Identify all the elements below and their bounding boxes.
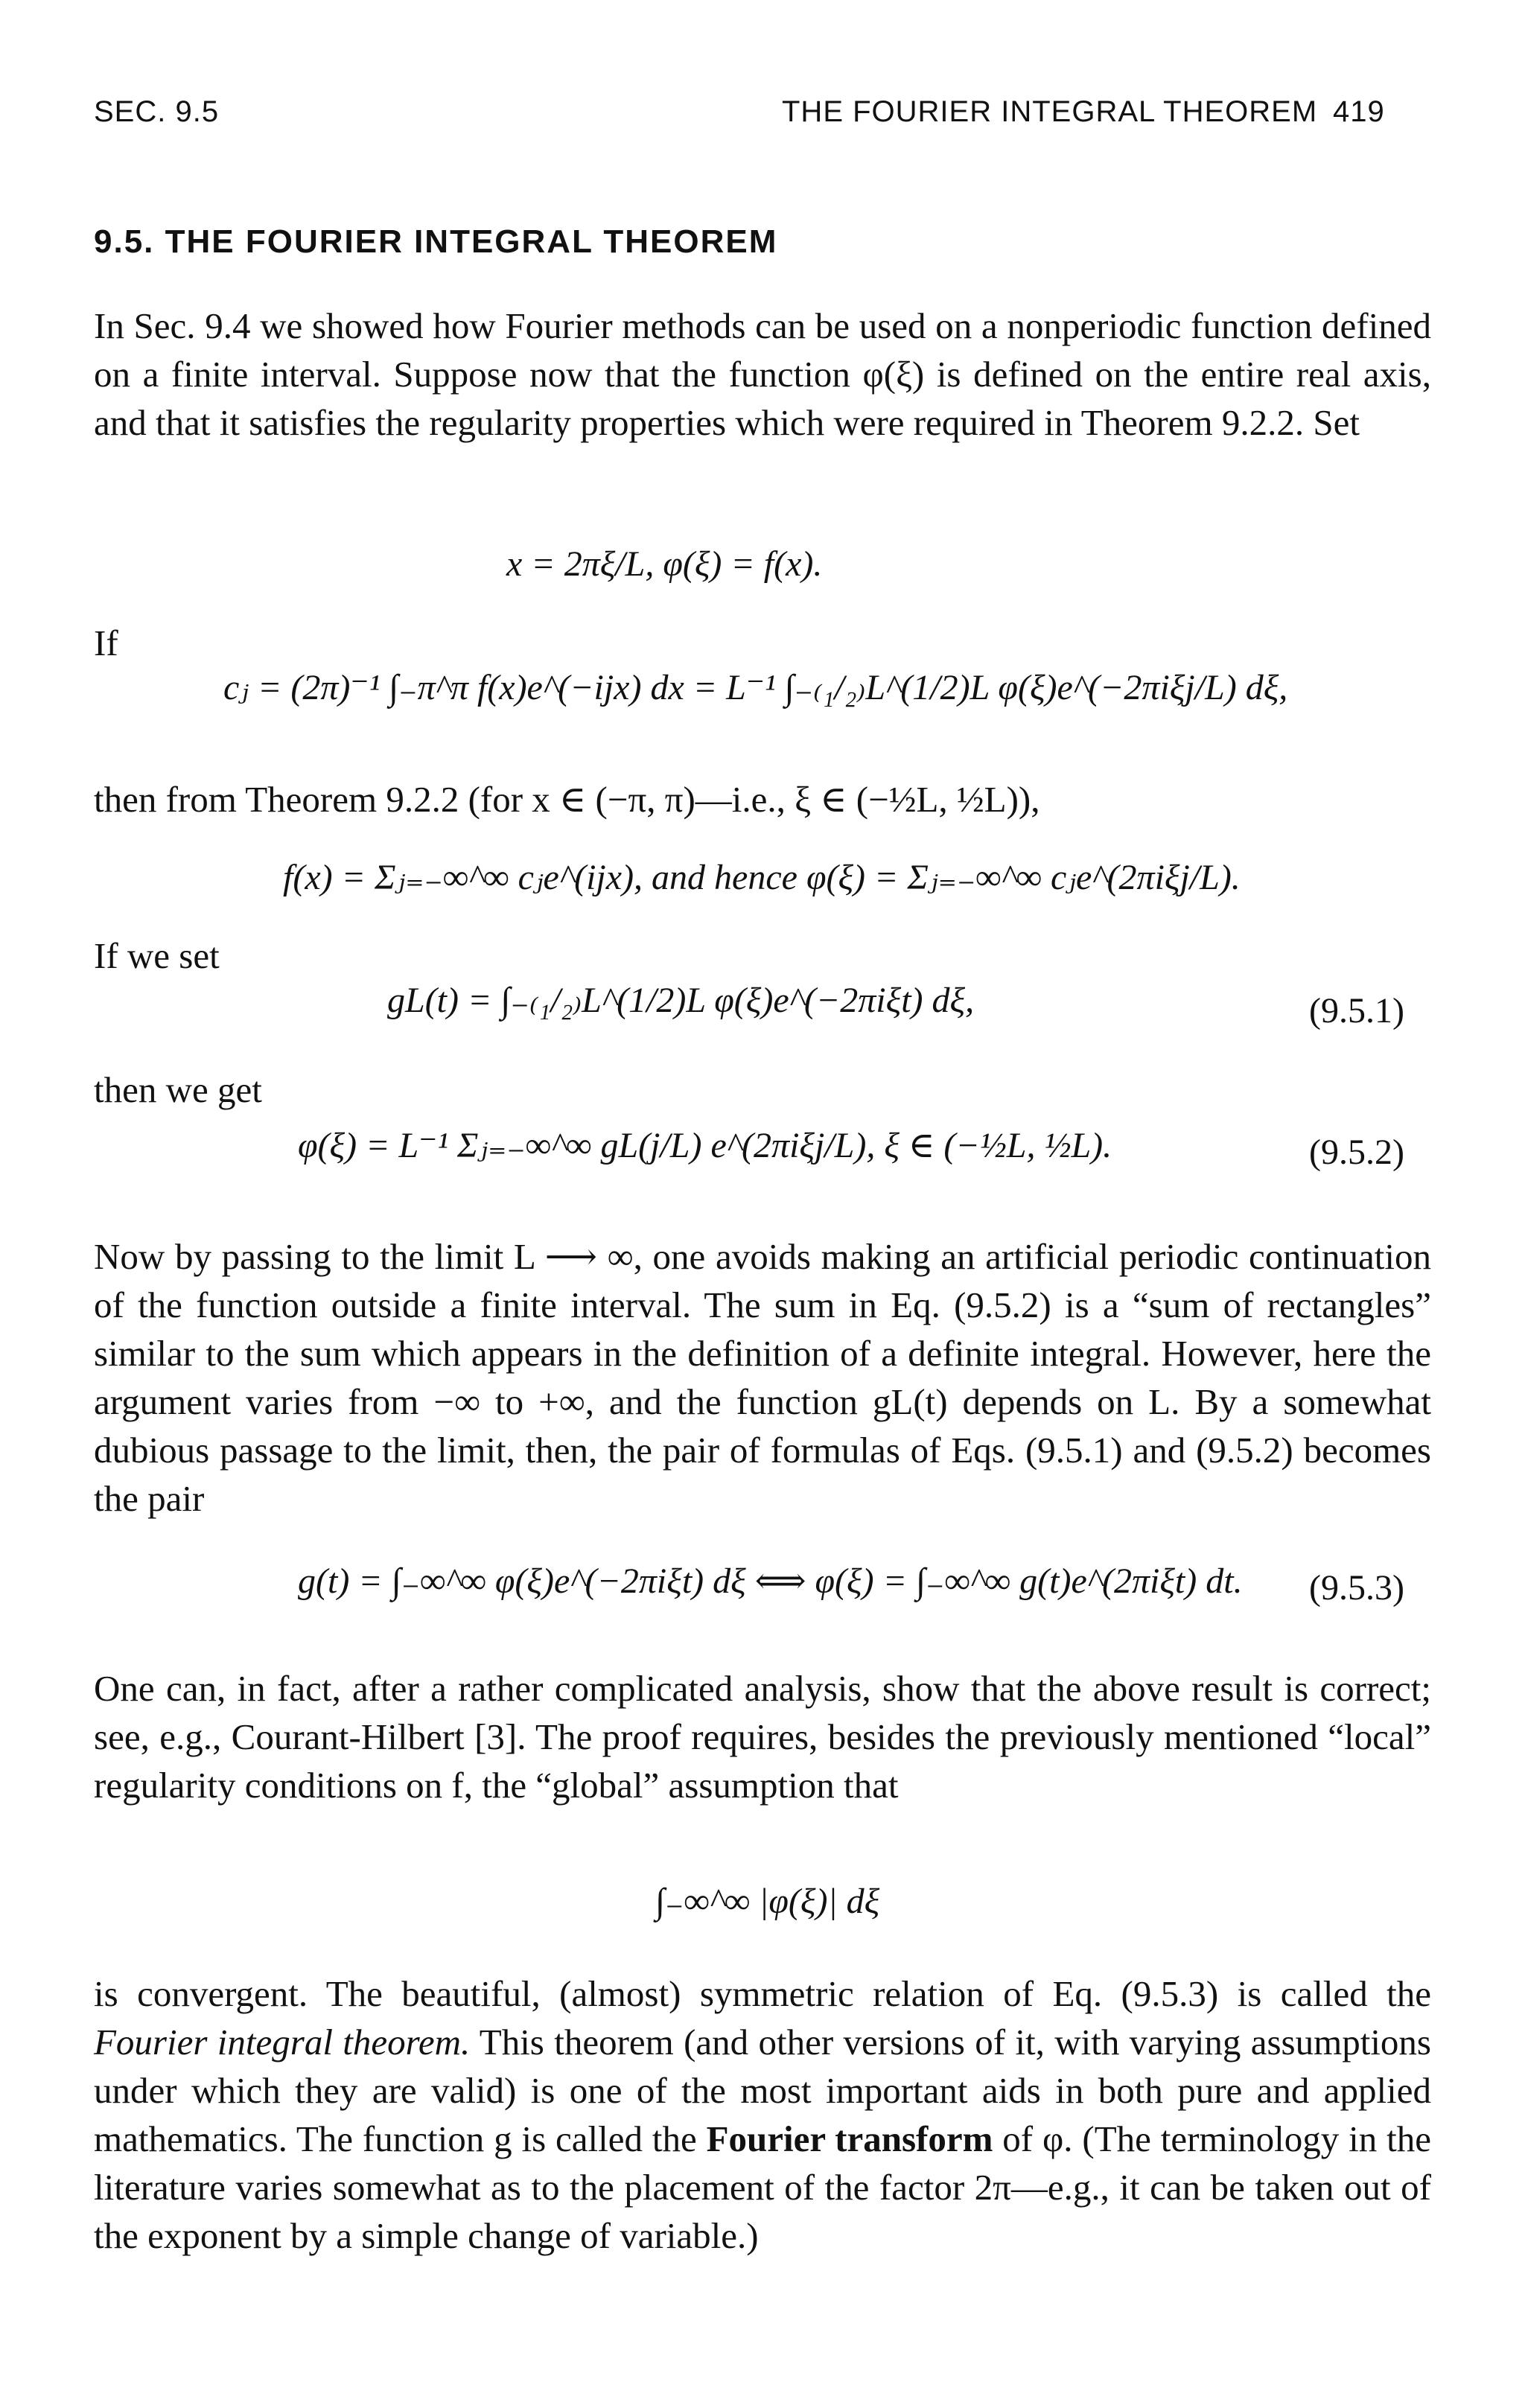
intro-paragraph: In Sec. 9.4 we showed how Fourier methods can be used on a nonperiodic function defined on a finite interval. Suppose now that the function φ(ξ) is defined on the entire real axis, and that it satisfies the regularity properties which were required in Theorem 9.2.2. Set bbox=[94, 305, 1431, 443]
page-number: 419 bbox=[1333, 95, 1385, 128]
fourier-transform-term: Fourier transform bbox=[706, 2118, 993, 2159]
running-head-title: THE FOURIER INTEGRAL THEOREM bbox=[782, 95, 1318, 128]
equation-substitution: x = 2πξ/L, φ(ξ) = f(x). bbox=[506, 544, 823, 584]
equation-fourier-coefficient: cⱼ = (2π)⁻¹ ∫₋π^π f(x)e^(−ijx) dx = L⁻¹ ∫₋₍₁/₂₎L^(1/2)L φ(ξ)e^(−2πiξj/L) dξ, bbox=[223, 668, 1288, 707]
conclusion-text-a: is convergent. The beautiful, (almost) symmetric relation of Eq. (9.5.3) is called the bbox=[94, 1973, 1431, 2014]
running-head-section: SEC. 9.5 bbox=[94, 95, 220, 128]
equation-gl-definition: gL(t) = ∫₋₍₁/₂₎L^(1/2)L φ(ξ)e^(−2πiξt) dξ, bbox=[387, 981, 975, 1020]
equation-number-9-5-3: (9.5.3) bbox=[1309, 1568, 1404, 1608]
equation-phi-sum: φ(ξ) = L⁻¹ Σⱼ₌₋∞^∞ gL(j/L) e^(2πiξj/L), ξ ∈ (−½L, ½L). bbox=[298, 1126, 1112, 1165]
equation-absolute-integral: ∫₋∞^∞ |φ(ξ)| dξ bbox=[655, 1882, 880, 1921]
then-statement: then from Theorem 9.2.2 (for x ∈ (−π, π)—i.e., ξ ∈ (−½L, ½L)), bbox=[94, 779, 1040, 820]
equation-number-9-5-2: (9.5.2) bbox=[1309, 1133, 1404, 1172]
if-label: If bbox=[94, 622, 118, 663]
conclusion-text-c: of φ. (The terminology in the literature varies somewhat as to the placement of the factor 2π—e.g., it can be taken out of the exponent by a simple change of variable.) bbox=[94, 2118, 1432, 2256]
limit-paragraph: Now by passing to the limit L ⟶ ∞, one avoids making an artificial periodic continuation of the function outside a finite interval. The sum in Eq. (9.5.2) is a “sum of rectangles” similar to the sum which appears in the definition of a definite integral. However, here the argument varies from −∞ to +∞, and the function gL(t) depends on L. By a somewhat dubious passage to the limit, then, the pair of formulas of Eqs. (9.5.1) and (9.5.2) becomes the pair bbox=[94, 1236, 1431, 1519]
conclusion-paragraph bbox=[94, 1969, 1431, 2260]
equation-fourier-series: f(x) = Σⱼ₌₋∞^∞ cⱼe^(ijx), and hence φ(ξ) = Σⱼ₌₋∞^∞ cⱼe^(2πiξj/L). bbox=[283, 858, 1241, 897]
if-we-set-label: If we set bbox=[94, 935, 220, 976]
analysis-paragraph: One can, in fact, after a rather complicated analysis, show that the above result is correct; see, e.g., Courant-Hilbert [3]. The proof requires, besides the previously mentioned “local” regularity conditions on f, the “global” assumption that bbox=[94, 1668, 1431, 1806]
equation-number-9-5-1: (9.5.1) bbox=[1309, 991, 1404, 1031]
conclusion-text-b: This theorem (and other versions of it, with varying assumptions under which they are valid) is one of the most important aids in both pure and applied mathematics. The function g is called the bbox=[94, 2022, 1432, 2159]
then-we-get-label: then we get bbox=[94, 1069, 262, 1110]
section-title: 9.5. THE FOURIER INTEGRAL THEOREM bbox=[94, 223, 778, 260]
equation-fourier-pair: g(t) = ∫₋∞^∞ φ(ξ)e^(−2πiξt) dξ ⟺ φ(ξ) = ∫₋∞^∞ g(t)e^(2πiξt) dt. bbox=[298, 1561, 1243, 1601]
fourier-integral-theorem-term: Fourier integral theorem. bbox=[94, 2022, 471, 2063]
